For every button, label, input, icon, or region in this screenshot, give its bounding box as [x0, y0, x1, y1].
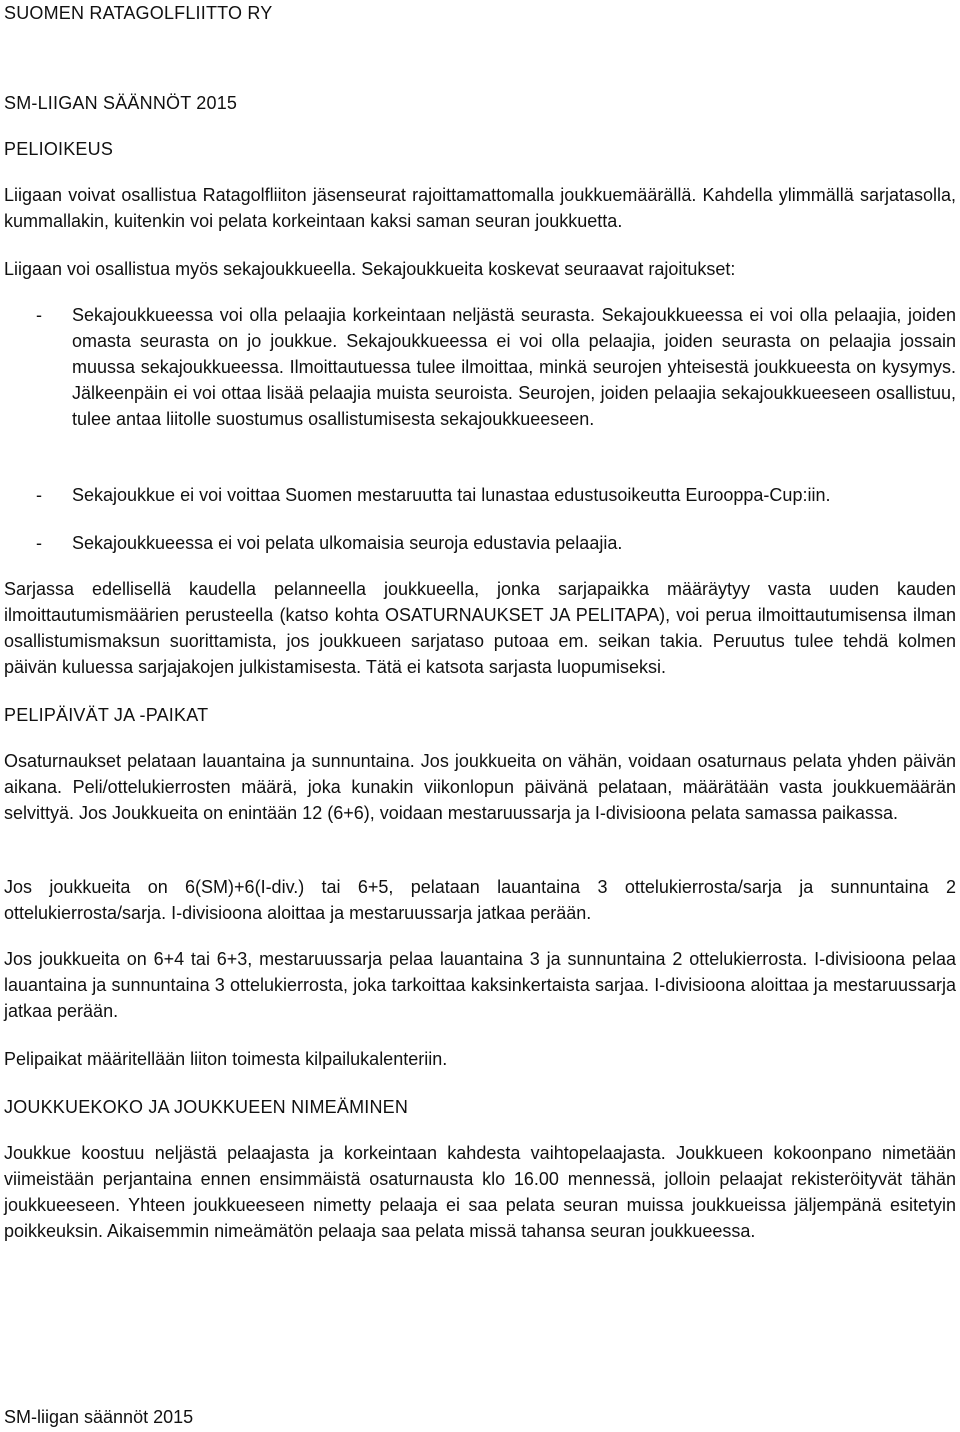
section-heading-pelipaivat: PELIPÄIVÄT JA -PAIKAT	[4, 705, 209, 725]
section-pelipaivat	[4, 702, 956, 728]
list-item	[4, 482, 956, 508]
bullet-dash: -	[36, 485, 42, 505]
rules-list-2	[4, 482, 956, 508]
paragraph: Osaturnaukset pelataan lauantaina ja sunnuntaina. Jos joukkueita on vähän, voidaan osaturnaus pelata yhden päivän aikana. Peli/ottelukierrosten määrä, joka kunakin viikonlopun päivänä pelataan, määrätään vasta joukkuemäärän selvittyä. Jos Joukkueita on enintään 12 (6+6), voidaan mestaruussarja ja I-divisioona pelata samassa paikassa.	[4, 751, 956, 823]
rules-list-3	[4, 530, 956, 556]
list-item-text: Sekajoukkueessa voi olla pelaajia korkeintaan neljästä seurasta. Sekajoukkueessa ei voi olla pelaajia, joiden omasta seurasta on jo joukkue. Sekajoukkueessa ei voi olla pelaajia, joiden seurasta on pelaajia jossain muussa sekajoukkueessa. Ilmoittautuessa tulee ilmoittaa, minkä seurojen yhteisestä joukkueesta on kysymys. Jälkeenpäin ei voi ottaa lisää pelaajia muista seuroista. Seurojen, joiden pelaajia sekajoukkueeseen osallistuu, tulee antaa liitolle suostumus osallistumisesta sekajoukkueeseen.	[72, 305, 956, 429]
section-joukkuekoko	[4, 1094, 956, 1120]
section-pelioikeus	[4, 136, 956, 162]
pelipaivat-paragraph-3	[4, 946, 956, 1024]
organization-name: SUOMEN RATAGOLFLIITTO RY	[4, 3, 273, 23]
bullet-dash: -	[36, 533, 42, 553]
paragraph: Liigaan voi osallistua myös sekajoukkueella. Sekajoukkueita koskevat seuraavat rajoitukset:	[4, 259, 736, 279]
paragraph: Jos joukkueita on 6+4 tai 6+3, mestaruussarja pelaa lauantaina 3 ja sunnuntaina 2 ottelukierrosta. I-divisioona pelaa lauantaina ja sunnuntaina 3 ottelukierrosta, joka tarkoittaa kaksinkertaista sarjaa. I-divisioona aloittaa ja mestaruussarja jatkaa perään.	[4, 949, 956, 1021]
section-heading-pelioikeus: PELIOIKEUS	[4, 139, 114, 159]
paragraph: Pelipaikat määritellään liiton toimesta kilpailukalenteriin.	[4, 1049, 448, 1069]
pelipaivat-paragraph-2	[4, 874, 956, 926]
pelioikeus-paragraph-2	[4, 256, 956, 282]
list-item	[4, 530, 956, 556]
page-footer: SM-liigan säännöt 2015	[4, 1407, 194, 1427]
paragraph: Sarjassa edellisellä kaudella pelanneella joukkueella, jonka sarjapaikka määräytyy vasta uuden kauden ilmoittautumismäärien perusteella (katso kohta OSATURNAUKSET JA PELITAPA), voi perua ilmoittautumisensa ilman osallistumismaksun suorittamista, jos joukkueen sarjataso putoaa em. seikan takia. Peruutus tulee tehdä kolmen päivän kuluessa sarjajakojen julkistamisesta. Tätä ei katsota sarjasta luopumiseksi.	[4, 579, 956, 677]
pelioikeus-paragraph-1	[4, 182, 956, 234]
list-item-text: Sekajoukkueessa ei voi pelata ulkomaisia seuroja edustavia pelaajia.	[72, 533, 623, 553]
pelipaivat-paragraph-4	[4, 1046, 956, 1072]
paragraph: Joukkue koostuu neljästä pelaajasta ja korkeintaan kahdesta vaihtopelaajasta. Joukkueen kokoonpano nimetään viimeistään perjantaina ennen ensimmäistä osaturnausta klo 16.00 mennessä, jolloin pelaajat rekisteröityvät tähän joukkueeseen. Yhteen joukkueeseen nimetty pelaaja ei saa pelata seuran muissa joukkueissa jäljempänä esitetyin poikkeuksin. Aikaisemmin nimeämätön pelaaja saa pelata missä tahansa seuran joukkueessa.	[4, 1143, 956, 1241]
list-item	[4, 302, 956, 432]
document-title: SM-LIIGAN SÄÄNNÖT 2015	[4, 93, 238, 113]
bullet-dash: -	[36, 305, 42, 325]
rules-list	[4, 302, 956, 432]
paragraph: Liigaan voivat osallistua Ratagolfliiton jäsenseurat rajoittamattomalla joukkuemäärällä. Kahdella ylimmällä sarjatasolla, kummallakin, kuitenkin voi pelata korkeintaan kaksi saman seuran joukkuetta.	[4, 185, 956, 231]
section-heading-joukkuekoko: JOUKKUEKOKO JA JOUKKUEEN NIMEÄMINEN	[4, 1097, 409, 1117]
list-item-text: Sekajoukkue ei voi voittaa Suomen mestaruutta tai lunastaa edustusoikeutta Eurooppa-Cup:iin.	[72, 485, 831, 505]
document-title-block	[4, 90, 956, 116]
paragraph: Jos joukkueita on 6(SM)+6(I-div.) tai 6+5, pelataan lauantaina 3 ottelukierrosta/sarja ja sunnuntaina 2 ottelukierrosta/sarja. I-divisioona aloittaa ja mestaruussarja jatkaa perään.	[4, 877, 956, 923]
pelioikeus-paragraph-3	[4, 576, 956, 680]
joukkuekoko-paragraph-1	[4, 1140, 956, 1244]
pelipaivat-paragraph-1	[4, 748, 956, 826]
